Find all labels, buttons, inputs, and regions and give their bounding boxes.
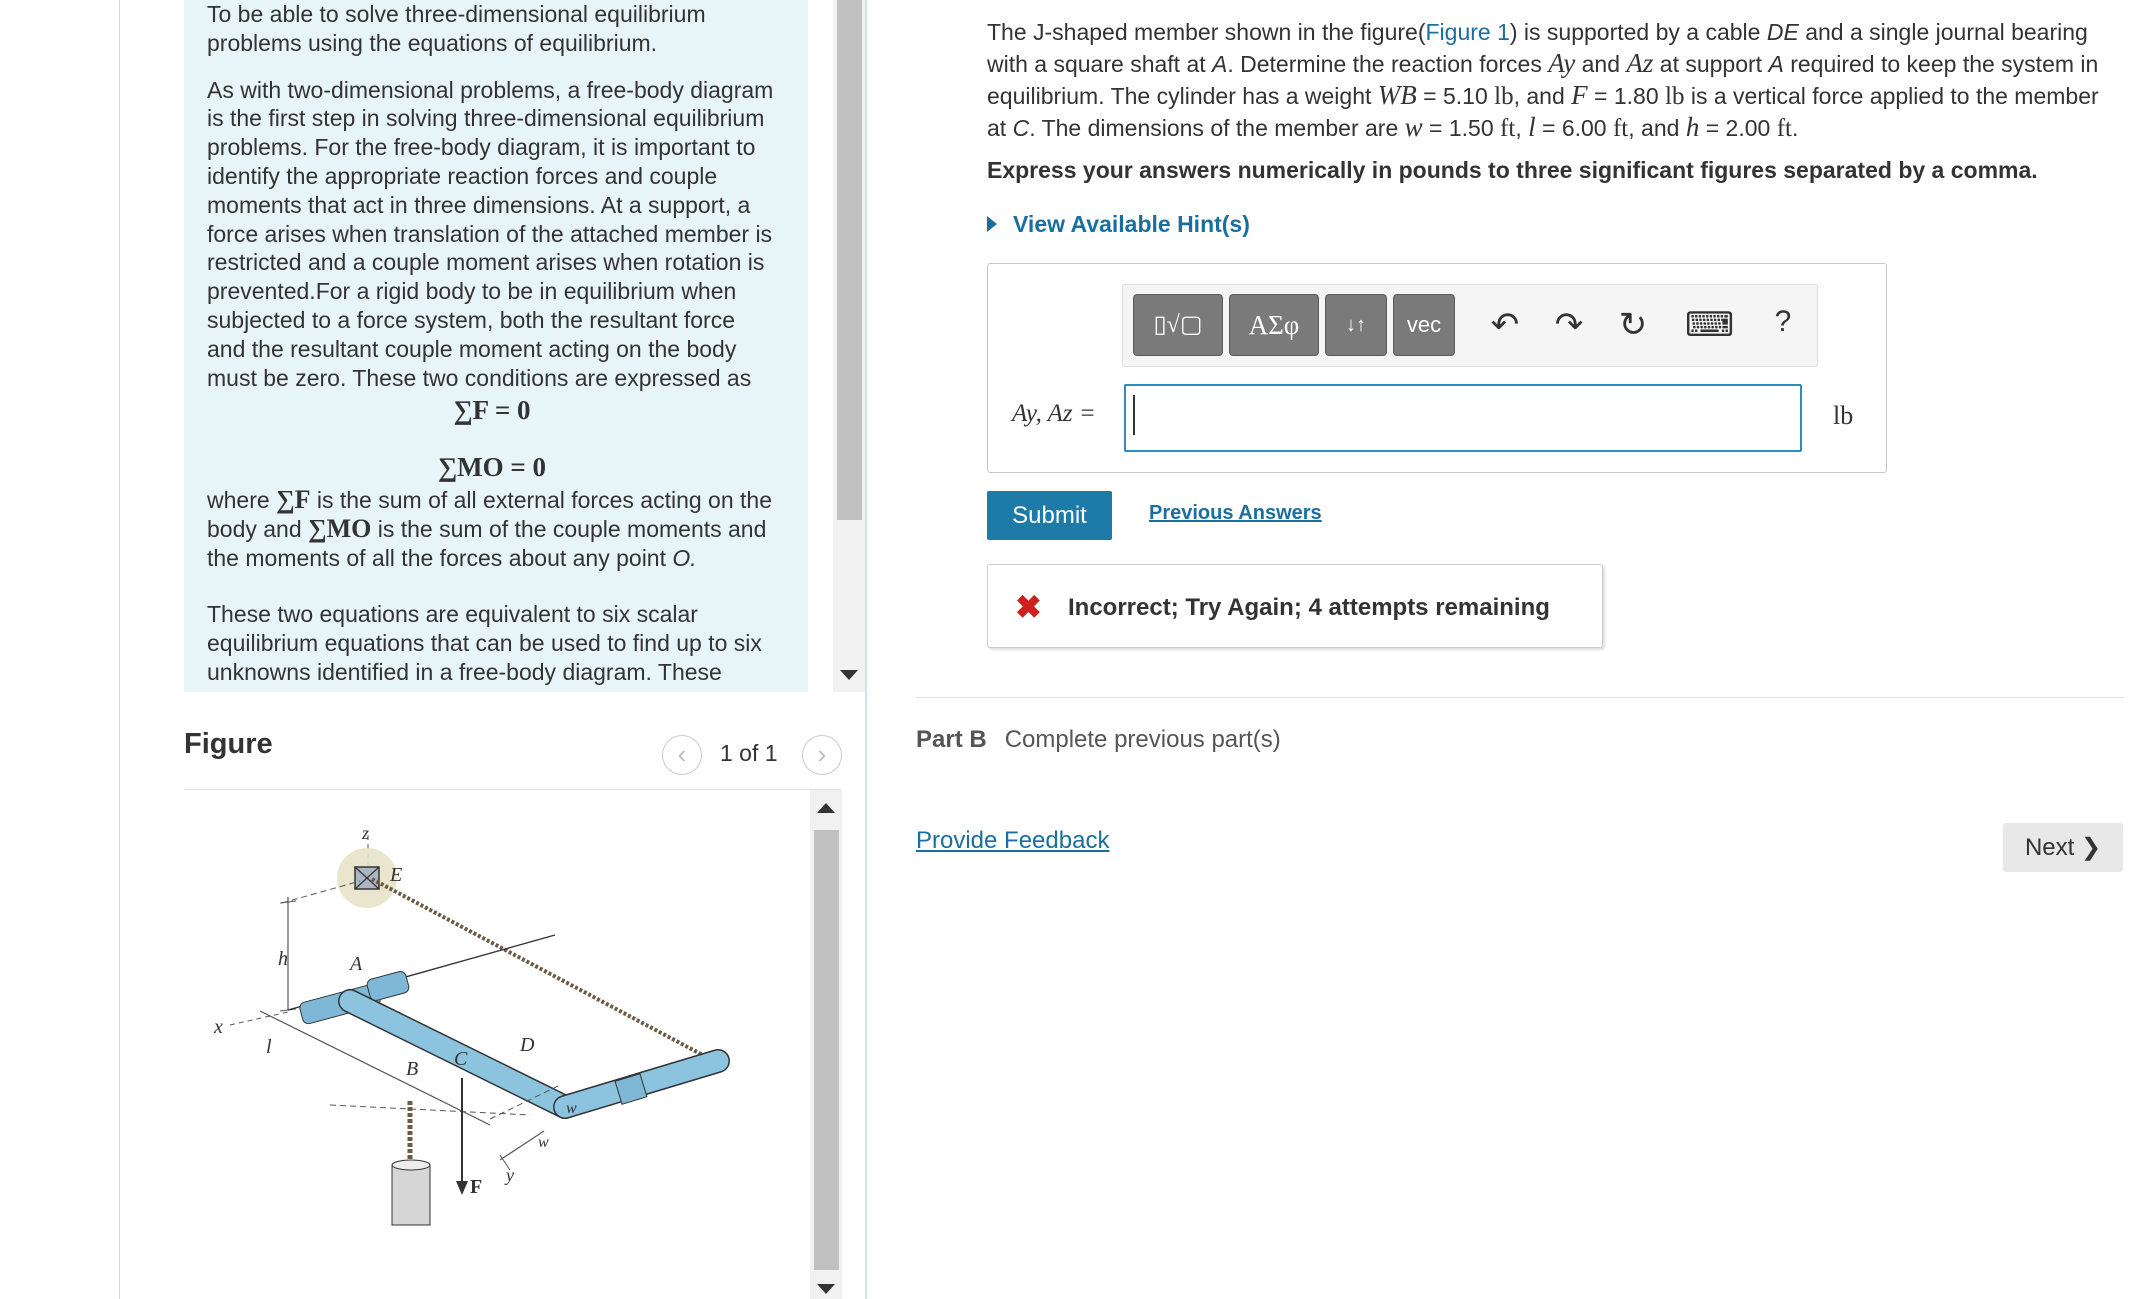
figure-title: Figure <box>184 728 273 760</box>
intro-text <box>207 0 777 692</box>
where-point: O. <box>672 544 697 571</box>
problem-text-4: . Determine the reaction forces <box>1227 51 1542 77</box>
intro-paragraph: As with two-dimensional problems, a free-body diagram is the first step in solving three-dimensional equilibrium problems. For the free-body diagram, it is important to identify the appropriate reaction forces and couple moments that act in three dimensions. At a support, a force arises when translation of the attached member is restricted and a couple moment arises when rotation is prevented.For a rigid body to be in equilibrium when subjected to a force system, both the resultant force and the resultant couple moment acting on the body must be zero. These two conditions are expressed as <box>207 76 774 391</box>
var-f: F <box>1571 80 1588 110</box>
label-b: B <box>406 1058 419 1080</box>
intro-scrollbar-thumb[interactable] <box>837 0 862 520</box>
var-h: h <box>1685 112 1700 142</box>
where-paragraph <box>207 486 777 572</box>
greek-icon: ΑΣφ <box>1248 310 1300 340</box>
problem-statement <box>987 17 2117 144</box>
cylinder <box>392 1165 430 1225</box>
var-ay: Ay <box>1548 48 1576 78</box>
figure-counter: 1 of 1 <box>720 740 778 766</box>
label-x: x <box>214 1016 223 1038</box>
part-b-label: Part B <box>916 726 987 753</box>
figure-link[interactable]: Figure 1 <box>1425 19 1510 45</box>
previous-answers-link[interactable]: Previous Answers <box>1149 502 1322 524</box>
label-l: l <box>266 1036 272 1058</box>
figure-scroll-up-icon[interactable] <box>817 803 835 813</box>
chevron-right-icon: › <box>817 739 827 769</box>
next-button[interactable]: Next ❯ <box>2003 823 2123 872</box>
templates-icon: ▯√▢ <box>1153 312 1203 338</box>
vector-button[interactable] <box>1393 294 1455 356</box>
reset-icon[interactable]: ↻ <box>1618 306 1648 344</box>
templates-button[interactable] <box>1133 294 1223 356</box>
var-wb: WB <box>1377 80 1417 110</box>
support-a-label: A <box>1212 51 1228 77</box>
label-y: y <box>506 1165 514 1185</box>
value-wb: = 5.10 <box>1423 83 1488 109</box>
arrows-button[interactable] <box>1325 294 1387 356</box>
support-a-label-2: A <box>1768 51 1784 77</box>
where-text-3: is the sum of the couple moments and the moments of all the forces about any point <box>207 515 767 571</box>
panel-divider <box>865 0 867 1299</box>
provide-feedback-link[interactable]: Provide Feedback <box>916 827 1110 854</box>
intro-panel <box>184 0 808 692</box>
help-icon[interactable]: ? <box>1774 305 1792 338</box>
incorrect-icon: ✖ <box>1015 589 1042 625</box>
point-c-label: C <box>1012 115 1030 141</box>
where-text-2: is the sum of all external forces acting on the body and <box>207 486 772 542</box>
view-hints-link[interactable] <box>987 211 1250 238</box>
arrows-icon: ↓↑ <box>1346 314 1366 336</box>
figure-scroll-down-icon[interactable] <box>817 1284 835 1294</box>
left-page-border <box>119 0 120 1299</box>
answer-unit: lb <box>1833 401 1854 430</box>
part-b-status: Complete previous part(s) <box>1004 726 1281 753</box>
problem-text-9: . The dimensions of the member are <box>1029 115 1399 141</box>
figure-scrollbar-thumb[interactable] <box>814 830 839 1270</box>
j-member-figure <box>200 815 800 1295</box>
vec-icon: vec <box>1406 312 1442 337</box>
text-caret <box>1133 395 1135 435</box>
value-l: = 6.00 <box>1542 115 1607 141</box>
answer-label: Ay, Az = <box>1012 400 1096 427</box>
value-w: = 1.50 <box>1429 115 1494 141</box>
separator-1: , <box>1515 115 1522 141</box>
undo-icon[interactable]: ↶ <box>1490 306 1520 344</box>
label-c: C <box>454 1048 468 1070</box>
intro-goal: To be able to solve three-dimensional equilibrium problems using the equations of equilibrium. <box>207 1 706 56</box>
hint-label: View Available Hint(s) <box>1013 211 1250 237</box>
problem-text-7: , and <box>1513 83 1565 109</box>
part-divider <box>916 697 2124 698</box>
unit-ft-2: ft <box>1612 115 1629 142</box>
figure-next-button[interactable] <box>802 735 842 775</box>
equation-sum-forces: ∑F = 0 <box>453 395 531 426</box>
value-f: = 1.80 <box>1594 83 1659 109</box>
label-w1: w <box>538 1134 549 1151</box>
where-symbol-forces: ∑F <box>276 484 311 514</box>
part-b[interactable] <box>916 726 1281 754</box>
intro-scroll-down-icon[interactable] <box>840 670 858 680</box>
answer-instructions: Express your answers numerically in pounds to three significant figures separated by a comma. <box>987 157 2038 183</box>
problem-text-5: at support <box>1659 51 1763 77</box>
figure-divider <box>184 789 841 790</box>
label-e: E <box>390 864 403 886</box>
intro-paragraph-4: These two equations are equivalent to six scalar equilibrium equations that can be used to find up to six unknowns identified in a free-body diagram. These <box>207 601 762 685</box>
unit-lb-1: lb <box>1494 83 1514 110</box>
var-az: Az <box>1626 48 1654 78</box>
equation-sum-moments: ∑MO = 0 <box>437 452 547 483</box>
unit-lb-2: lb <box>1665 83 1685 110</box>
problem-text-8: is a vertical force applied to the member at <box>987 83 2099 141</box>
feedback-text: Incorrect; Try Again; 4 attempts remaining <box>1068 594 1550 621</box>
var-w: w <box>1404 112 1423 142</box>
unit-ft-1: ft <box>1500 115 1516 142</box>
cable-de-label: DE <box>1766 19 1799 45</box>
submit-button[interactable]: Submit <box>987 491 1112 540</box>
label-z: z <box>362 823 370 843</box>
problem-text-1: The J-shaped member shown in the figure( <box>987 19 1426 45</box>
math-toolbar <box>1122 284 1818 367</box>
label-h: h <box>278 948 288 970</box>
where-text-1: where <box>207 486 270 513</box>
redo-icon[interactable]: ↷ <box>1554 306 1584 344</box>
figure-prev-button[interactable] <box>662 735 702 775</box>
keyboard-icon[interactable]: ⌨ <box>1685 306 1735 344</box>
problem-and: and <box>1581 51 1620 77</box>
answer-input[interactable] <box>1124 384 1802 452</box>
chevron-left-icon: ‹ <box>677 739 687 769</box>
greek-button[interactable] <box>1229 294 1319 356</box>
triangle-right-icon <box>987 216 997 232</box>
label-f: F <box>470 1176 483 1198</box>
problem-text-3: and a single journal bearing with a square shaft at <box>987 19 2088 77</box>
label-d: D <box>520 1034 535 1056</box>
label-a: A <box>350 953 363 975</box>
problem-text-2: ) is supported by a cable <box>1509 19 1761 45</box>
separator-2: , and <box>1628 115 1680 141</box>
where-symbol-moments: ∑MO <box>308 513 372 543</box>
problem-end: . <box>1791 115 1799 141</box>
unit-ft-3: ft <box>1776 115 1792 142</box>
problem-text-6: required to keep the system in equilibrium. The cylinder has a weight <box>987 51 2099 109</box>
var-l: l <box>1528 112 1536 142</box>
label-w2: w <box>566 1100 577 1117</box>
value-h: = 2.00 <box>1705 115 1771 141</box>
